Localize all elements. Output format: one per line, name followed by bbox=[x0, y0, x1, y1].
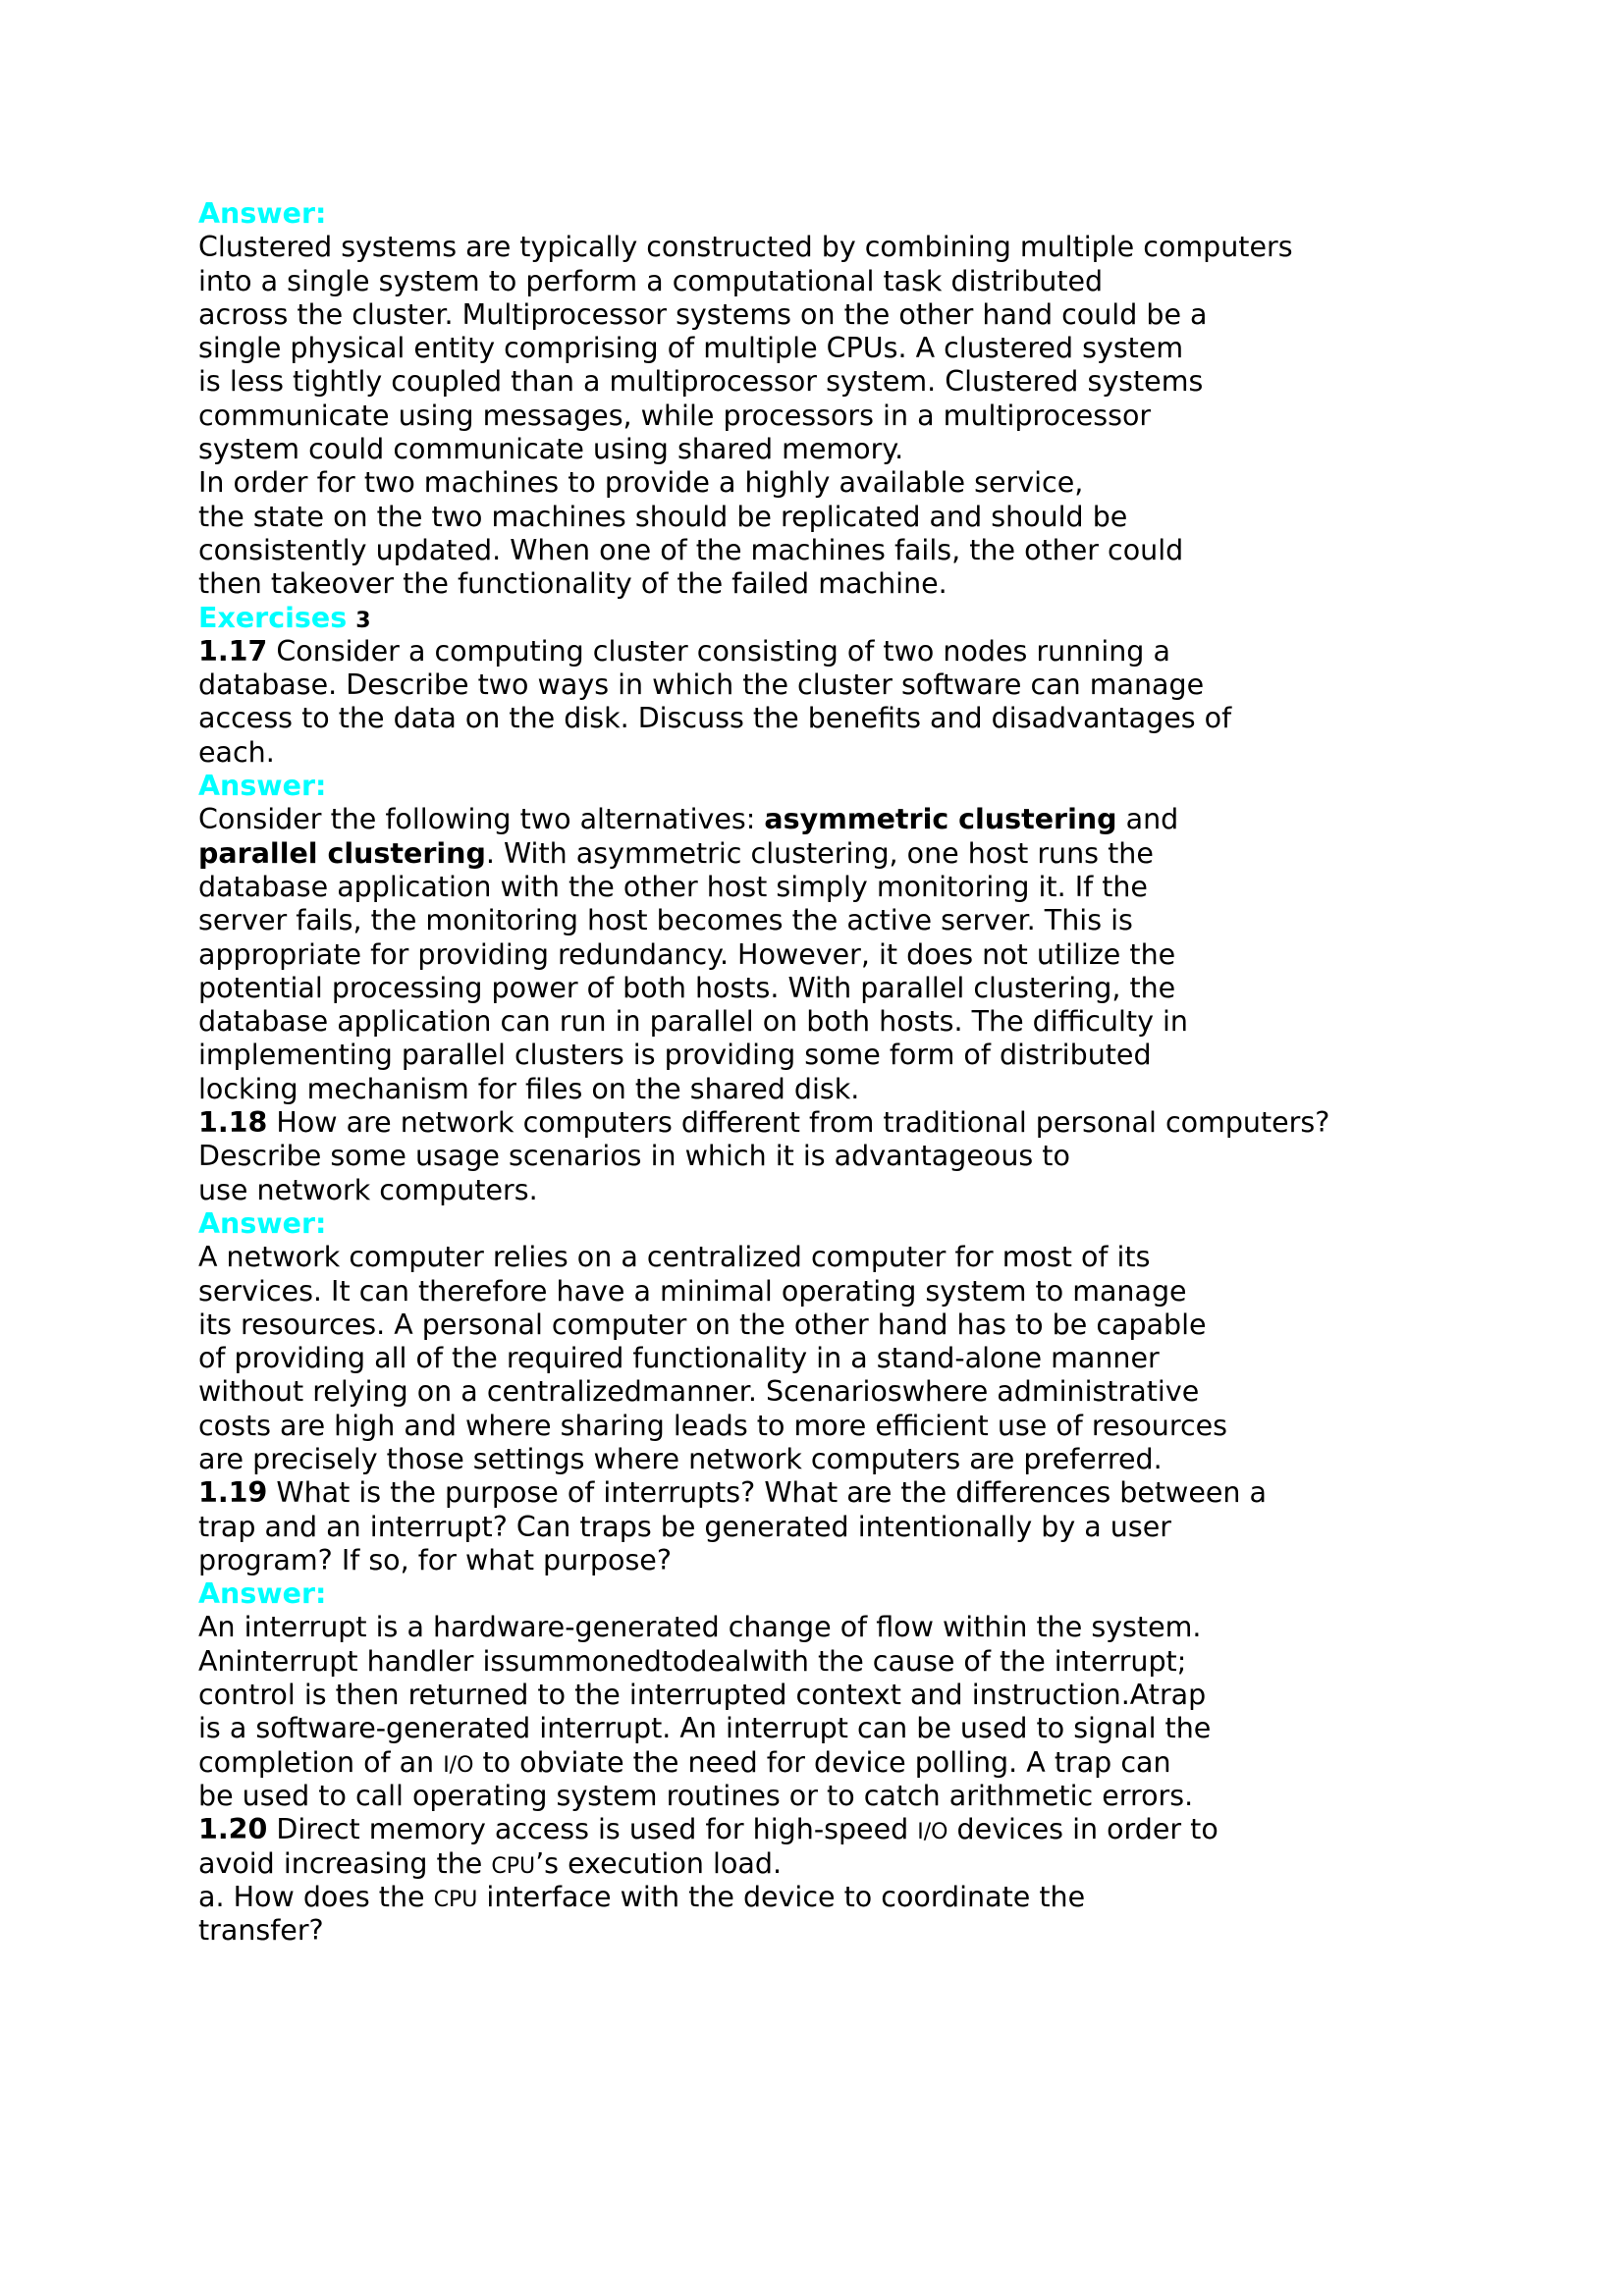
question-line bbox=[198, 635, 1435, 668]
text-line bbox=[198, 1746, 1435, 1780]
text-line: communicate using messages, while processors in a multiprocessor bbox=[198, 399, 1152, 432]
page-number: 3 bbox=[355, 608, 371, 633]
text-span: to obviate the need for device polling. A trap can bbox=[473, 1745, 1171, 1779]
text-span: a. How does the bbox=[198, 1880, 434, 1913]
text-line: its resources. A personal computer on the other hand has to be capable bbox=[198, 1308, 1207, 1341]
text-span: . With asymmetric clustering, one host runs the bbox=[485, 836, 1154, 870]
text-line: database application can run in parallel on both hosts. The difficulty in bbox=[198, 1005, 1188, 1039]
question-line bbox=[198, 1106, 1435, 1140]
text-line: the state on the two machines should be replicated and should be bbox=[198, 500, 1128, 533]
text-line: use network computers. bbox=[198, 1173, 538, 1206]
question-number: 1.19 bbox=[198, 1476, 268, 1510]
answer-heading: Answer: bbox=[198, 770, 327, 803]
question-1-17 bbox=[198, 635, 1435, 770]
text-line: are precisely those settings where network computers are preferred. bbox=[198, 1442, 1163, 1475]
text-line: Aninterrupt handler issummonedtodealwith the cause of the interrupt; bbox=[198, 1644, 1187, 1678]
text-span: Consider the following two alternatives: bbox=[198, 803, 765, 836]
question-text: Consider a computing cluster consisting of two nodes running a bbox=[267, 634, 1170, 667]
text-span: and bbox=[1116, 803, 1179, 836]
answer-paragraph bbox=[198, 1611, 1435, 1813]
text-line: then takeover the functionality of the failed machine. bbox=[198, 567, 947, 601]
text-span: ’s execution load. bbox=[535, 1846, 783, 1880]
answer-paragraph bbox=[198, 1241, 1435, 1476]
text-line: A network computer relies on a centralized computer for most of its bbox=[198, 1241, 1151, 1274]
text-line: system could communicate using shared memory. bbox=[198, 433, 904, 466]
text-line: potential processing power of both hosts. With parallel clustering, the bbox=[198, 971, 1176, 1004]
text-line: server fails, the monitoring host becomes the active server. This is bbox=[198, 904, 1133, 937]
text-span: avoid increasing the bbox=[198, 1846, 492, 1880]
text-span: interface with the device to coordinate the bbox=[477, 1880, 1086, 1913]
text-line: database. Describe two ways in which the cluster software can manage bbox=[198, 668, 1205, 702]
text-line: access to the data on the disk. Discuss the benefits and disadvantages of bbox=[198, 702, 1232, 735]
question-text: How are network computers different from traditional personal computers? bbox=[267, 1106, 1330, 1140]
question-number: 1.20 bbox=[198, 1813, 268, 1846]
text-line: In order for two machines to provide a highly available service, bbox=[198, 466, 1084, 500]
text-line: control is then returned to the interrupted context and instruction.Atrap bbox=[198, 1679, 1207, 1712]
term-asymmetric-clustering: asymmetric clustering bbox=[764, 803, 1117, 836]
text-line bbox=[198, 803, 1435, 836]
text-line: into a single system to perform a computational task distributed bbox=[198, 264, 1104, 297]
running-head-title: Exercises bbox=[198, 601, 348, 634]
answer-paragraph bbox=[198, 231, 1435, 601]
text-line: is a software-generated interrupt. An interrupt can be used to signal the bbox=[198, 1712, 1212, 1745]
text-line: implementing parallel clusters is providing some form of distributed bbox=[198, 1039, 1152, 1072]
text-line: trap and an interrupt? Can traps be generated intentionally by a user bbox=[198, 1510, 1171, 1543]
question-number: 1.18 bbox=[198, 1106, 268, 1140]
answer-paragraph bbox=[198, 803, 1435, 1106]
text-line: be used to call operating system routines or to catch arithmetic errors. bbox=[198, 1779, 1194, 1812]
text-line: each. bbox=[198, 735, 275, 769]
text-line: An interrupt is a hardware-generated change of flow within the system. bbox=[198, 1611, 1202, 1644]
text-line: appropriate for providing redundancy. However, it does not utilize the bbox=[198, 937, 1176, 971]
text-line: of providing all of the required functionality in a stand-alone manner bbox=[198, 1342, 1160, 1375]
question-text: Direct memory access is used for high-speed bbox=[267, 1813, 918, 1846]
text-line: single physical entity comprising of multiple CPUs. A clustered system bbox=[198, 332, 1184, 365]
text-line: is less tightly coupled than a multiprocessor system. Clustered systems bbox=[198, 365, 1204, 399]
text-line bbox=[198, 1847, 1435, 1881]
sub-question-a bbox=[198, 1881, 1435, 1914]
answer-heading: Answer: bbox=[198, 1577, 327, 1611]
answer-heading: Answer: bbox=[198, 1206, 327, 1240]
text-line: across the cluster. Multiprocessor systems on the other hand could be a bbox=[198, 297, 1208, 331]
answer-heading: Answer: bbox=[198, 197, 327, 230]
text-line: database application with the other host simply monitoring it. If the bbox=[198, 870, 1148, 903]
small-caps-io: I/O bbox=[443, 1752, 474, 1778]
text-line bbox=[198, 837, 1435, 871]
term-parallel-clustering: parallel clustering bbox=[198, 836, 486, 870]
text-line: Describe some usage scenarios in which it is advantageous to bbox=[198, 1140, 1070, 1173]
text-line: program? If so, for what purpose? bbox=[198, 1543, 672, 1576]
small-caps-io: I/O bbox=[917, 1820, 948, 1845]
question-line bbox=[198, 1813, 1435, 1846]
text-line: without relying on a centralizedmanner. Scenarioswhere administrative bbox=[198, 1375, 1200, 1409]
text-line: locking mechanism for files on the shared disk. bbox=[198, 1072, 860, 1105]
question-text: devices in order to bbox=[947, 1813, 1218, 1846]
question-1-20 bbox=[198, 1813, 1435, 1948]
document-page bbox=[198, 197, 1435, 1948]
text-span: completion of an bbox=[198, 1745, 444, 1779]
text-line: costs are high and where sharing leads to more efficient use of resources bbox=[198, 1409, 1228, 1442]
running-head bbox=[198, 602, 1435, 635]
question-line bbox=[198, 1476, 1435, 1510]
question-number: 1.17 bbox=[198, 634, 268, 667]
question-1-19 bbox=[198, 1476, 1435, 1577]
question-text: What is the purpose of interrupts? What are the differences between a bbox=[267, 1476, 1268, 1510]
question-1-18 bbox=[198, 1106, 1435, 1207]
text-line: services. It can therefore have a minimal operating system to manage bbox=[198, 1274, 1187, 1308]
small-caps-cpu: CPU bbox=[433, 1887, 478, 1912]
text-line: Clustered systems are typically constructed by combining multiple computers bbox=[198, 231, 1293, 264]
small-caps-cpu: CPU bbox=[491, 1853, 536, 1879]
text-line: consistently updated. When one of the machines fails, the other could bbox=[198, 533, 1184, 566]
text-line: transfer? bbox=[198, 1914, 324, 1948]
